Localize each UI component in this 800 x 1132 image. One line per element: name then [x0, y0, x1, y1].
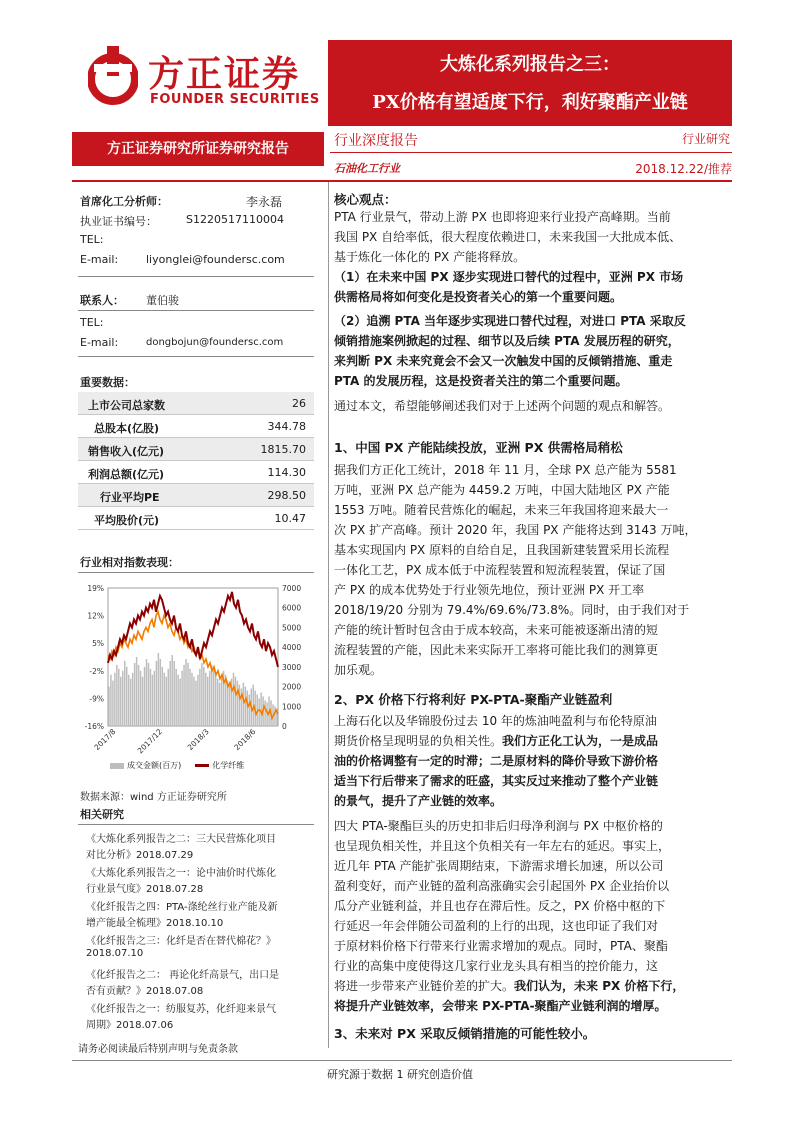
volume-bar: [199, 669, 200, 726]
kd-label: 总股本(亿股): [94, 422, 160, 435]
volume-bar: [122, 671, 123, 726]
text-line: 来判断 PX 未来究竟会不会又一次触发中国的反倾销措施、重走: [334, 354, 673, 368]
related-line[interactable]: 《大炼化系列报告之二：三大民营炼化项目: [86, 834, 276, 845]
volume-bar: [213, 669, 214, 726]
text-line: PTA 的发展历程，这是投资者关注的第二个重要问题。: [334, 374, 628, 388]
logo-en-text: FOUNDER SECURITIES: [150, 92, 320, 107]
table-row: [78, 392, 314, 415]
volume-bar: [209, 671, 210, 726]
volume-bar: [203, 667, 204, 726]
text-line-bold: 将提升产业链效率，会带来 PX-PTA-聚酯产业链利润的增厚。: [334, 999, 667, 1013]
text-line: 据我们方正化工统计，2018 年 11 月，全球 PX 总产能为 5581: [334, 463, 677, 477]
table-row: [78, 484, 314, 507]
industry-index-chart: [72, 576, 312, 776]
y-left-tick-label: 5%: [92, 639, 104, 649]
analyst-tel-label: TEL:: [80, 233, 104, 246]
related-line[interactable]: 周期》2018.07.06: [86, 1020, 174, 1031]
column-divider: [328, 182, 329, 1048]
analyst-email[interactable]: liyonglei@foundersc.com: [146, 253, 285, 266]
core-title: 核心观点：: [334, 192, 397, 207]
related-line[interactable]: 《化纤报告之四：PTA-涤纶丝行业产能及新: [86, 902, 278, 913]
y-left-tick-label: -9%: [89, 694, 104, 704]
kd-label: 行业平均PE: [100, 491, 160, 504]
report-title-line1: 大炼化系列报告之三：: [440, 54, 620, 75]
volume-bar: [136, 657, 137, 726]
page-footer: 研究源于数据 1 研究创造价值: [327, 1068, 473, 1081]
text-line-bold: 的景气，提升了产业链的效率。: [334, 794, 503, 808]
report-title-line2: PX价格有望适度下行，利好聚酯产业链: [372, 92, 688, 113]
kd-value: 344.78: [267, 420, 306, 433]
section-divider: [78, 276, 314, 277]
volume-bar: [120, 677, 121, 726]
text-line: 行延迟一年会伴随公司盈利的上行的出现，这也印证了我们对: [334, 919, 659, 933]
volume-bar: [148, 663, 149, 726]
volume-bar: [185, 659, 186, 726]
volume-bar: [219, 683, 220, 726]
volume-bar: [211, 665, 212, 726]
volume-bar: [130, 679, 131, 726]
section-divider: [78, 572, 314, 573]
volume-bar: [260, 692, 261, 726]
text-line: 也呈现负相关性，并且这个负相关有一年左右的延迟。事实上，: [334, 839, 671, 853]
legend-line-swatch: [195, 764, 209, 767]
table-row: [78, 415, 314, 438]
volume-bar: [237, 681, 238, 726]
text-line: 我国 PX 自给率低，很大程度依赖进口，未来我国一大批成本低、: [334, 230, 682, 244]
key-data-table: [78, 392, 314, 530]
related-line[interactable]: 增产能最全梳理》2018.10.10: [86, 918, 224, 929]
volume-bar: [233, 673, 234, 726]
legend-bar-swatch: [110, 763, 124, 769]
section-divider: [78, 356, 314, 357]
text-line: 盈利变好，而产业链的盈利高涨确实会引起国外 PX 企业抬价以: [334, 879, 670, 893]
volume-bar: [158, 653, 159, 726]
text-line: 四大 PTA-聚酯巨头的历史扣非后归母净利润与 PX 中枢价格的: [334, 819, 663, 833]
volume-bar: [243, 683, 244, 726]
text-line: 行业的高集中度使得这几家行业龙头具有相当的控价能力，这: [334, 959, 659, 973]
volume-bar: [140, 671, 141, 726]
volume-bar: [108, 687, 109, 726]
volume-bar: [128, 675, 129, 726]
table-row: [78, 507, 314, 530]
disclaimer: 请务必阅读最后特别声明与免责条款: [78, 1044, 238, 1055]
chart-title: 行业相对指数表现：: [80, 556, 179, 569]
section-1-body: [334, 460, 736, 680]
volume-bar: [217, 679, 218, 726]
text-line: 次 PX 扩产高峰。预计 2020 年，我国 PX 产能将达到 3143 万吨，: [334, 523, 697, 537]
contact-email[interactable]: dongbojun@foundersc.com: [146, 337, 284, 348]
related-line[interactable]: 《化纤报告之二： 再论化纤高景气，出口是: [86, 970, 280, 981]
volume-bar: [156, 661, 157, 726]
related-line[interactable]: 《化纤报告之一：纺服复苏，化纤迎来景气: [86, 1004, 276, 1015]
paragraph-4: 通过本文，希望能够阐述我们对于上述两个问题的观点和解答。: [334, 399, 671, 413]
volume-bar: [114, 673, 115, 726]
report-type: 行业深度报告: [334, 133, 418, 149]
header-red-rule: [72, 180, 732, 182]
analyst-label: 首席化工分析师：: [80, 195, 168, 208]
volume-bar: [207, 677, 208, 726]
contact-label: 联系人：: [80, 294, 124, 307]
y-left-tick-label: -16%: [84, 722, 104, 731]
volume-bar: [169, 661, 170, 726]
volume-bar: [124, 661, 125, 726]
volume-bar: [134, 663, 135, 726]
text-line: 上海石化以及华锦股份过去 10 年的炼油吨盈利与布伦特原油: [334, 714, 657, 728]
text-line: 于原材料价格下行带来行业需求增加的观点。同时，PTA、聚酯: [334, 939, 668, 953]
text-line-bold: 适当下行后带来了需求的旺盛，其实反过来推动了整个产业链: [334, 774, 659, 788]
text-line: 加乐观。: [334, 663, 383, 677]
text-line: 供需格局将如何变化是投资者关心的第一个重要问题。: [334, 290, 623, 304]
y-left-tick-label: 12%: [87, 611, 104, 621]
volume-bar: [258, 698, 259, 726]
y-right-tick-label: 5000: [282, 623, 302, 633]
founder-logo: [88, 40, 318, 120]
volume-bar: [132, 673, 133, 726]
related-line[interactable]: 2018.07.10: [86, 948, 144, 959]
volume-bar: [112, 681, 113, 726]
text-line: 将进一步带来产业链价差的扩大。: [334, 979, 515, 993]
y-left-tick-label: -2%: [89, 666, 104, 676]
x-tick-label: 2017/8: [92, 727, 118, 753]
chart-legend: [110, 760, 244, 771]
text-line: 近几年 PTA 产能扩张周期结束，下游需求增长加速，所以公司: [334, 859, 664, 873]
y-right-tick-label: 7000: [282, 584, 302, 593]
related-line[interactable]: 对比分析》2018.07.29: [86, 850, 194, 861]
industry-label: 石油化工行业: [334, 162, 400, 175]
volume-bar: [264, 700, 265, 726]
legend-line-label: 化学纤维: [212, 761, 245, 770]
section-1-title: 1、中国 PX 产能陆续投放，亚洲 PX 供需格局稍松: [334, 440, 623, 455]
text-line: （1）在未来中国 PX 逐步实现进口替代的过程中，亚洲 PX 市场: [334, 270, 684, 284]
volume-bar: [187, 663, 188, 726]
contact-email-label: E-mail:: [80, 336, 119, 349]
volume-bar: [249, 694, 250, 726]
text-line: 流程装置的产能，因此未来实际开工率将可能比我们的测算更: [334, 643, 659, 657]
date-rating: 2018.12.22/推荐: [635, 162, 732, 176]
text-line: （2）追溯 PTA 当年逐步实现进口替代过程，对进口 PTA 采取反: [334, 314, 686, 328]
kd-value: 1815.70: [260, 443, 306, 456]
volume-bar: [181, 671, 182, 726]
volume-bar: [168, 669, 169, 726]
volume-bar: [183, 665, 184, 726]
section-3-title: 3、未来对 PX 采取反倾销措施的可能性较小。: [334, 1026, 596, 1041]
legend-bar-label: 成交金额(百万): [127, 761, 182, 770]
volume-bar: [245, 687, 246, 726]
analyst-name: 李永磊: [246, 195, 283, 209]
related-line[interactable]: 《化纤报告之三：化纤是否在替代棉花？》: [86, 936, 276, 947]
text-line: 倾销措施案例掀起的过程、细节以及后续 PTA 发展历程的研究，: [334, 334, 680, 348]
volume-bar: [160, 659, 161, 726]
volume-bar: [173, 661, 174, 726]
fiber-index-line: [108, 592, 278, 667]
report-category: 行业研究: [681, 132, 730, 146]
volume-bar: [162, 667, 163, 726]
text-line-bold: 我们方正化工认为，一是成品: [502, 734, 659, 748]
volume-bar: [175, 669, 176, 726]
cert-number: S1220517110004: [186, 213, 284, 226]
volume-bar: [189, 669, 190, 726]
text-line: 万吨，亚洲 PX 总产能为 4459.2 万吨，中国大陆地区 PX 产能: [334, 483, 670, 497]
kd-value: 26: [292, 397, 306, 410]
volume-bar: [179, 679, 180, 726]
volume-bar: [225, 675, 226, 726]
cert-label: 执业证书编号：: [80, 215, 157, 228]
related-line[interactable]: 否有贡献？》2018.07.08: [86, 986, 204, 997]
volume-bar: [197, 675, 198, 726]
section-2-title: 2、PX 价格下行将利好 PX-PTA-聚酯产业链盈利: [334, 692, 613, 707]
kd-value: 10.47: [274, 512, 306, 525]
y-right-tick-label: 6000: [282, 603, 302, 613]
y-right-tick-label: 3000: [282, 662, 302, 672]
contact-tel-label: TEL:: [80, 316, 104, 329]
kd-value: 114.30: [267, 466, 306, 479]
title-box: [328, 40, 732, 126]
text-line: 产能的统计暂时包含由于成本较高，未来可能被逐渐出清的短: [334, 623, 659, 637]
kd-label: 平均股价(元): [94, 514, 160, 527]
section-2-body-b: [334, 816, 736, 1016]
volume-bar: [152, 675, 153, 726]
table-row: [78, 438, 314, 461]
kd-label: 销售收入(亿元): [88, 445, 165, 458]
text-line: 一体化工艺，PX 成本低于中流程装置和短流程装置，保证了国: [334, 563, 666, 577]
text-line: 产 PX 的成本优势处于行业领先地位，预计亚洲 PX 开工率: [334, 583, 645, 597]
volume-bar: [191, 673, 192, 726]
y-right-tick-label: 1000: [282, 702, 302, 712]
paragraph-3: [334, 311, 736, 391]
text-line: 基于炼化一体化的 PX 产能将释放。: [334, 250, 526, 264]
volume-bar: [274, 706, 275, 726]
footer-divider: [72, 1060, 732, 1061]
institute-banner: 方正证券研究所证券研究报告: [72, 132, 324, 166]
volume-bar: [195, 681, 196, 726]
contact-name: 董伯骏: [146, 294, 179, 307]
volume-bar: [177, 675, 178, 726]
volume-bar: [221, 677, 222, 726]
kd-value: 298.50: [267, 489, 306, 502]
volume-bar: [229, 685, 230, 726]
paragraph-2: [334, 267, 736, 307]
text-line: 2018/19/20 分别为 79.4%/69.6%/73.8%。同时，由于我们对于: [334, 603, 690, 617]
text-line: PTA 行业景气，带动上游 PX 也即将迎来行业投产高峰期。当前: [334, 210, 671, 224]
header-divider: [330, 152, 732, 153]
text-line: 瓜分产业链利益，并且也存在滞后性。反之，PX 价格中枢的下: [334, 899, 666, 913]
table-row: [78, 461, 314, 484]
volume-bar: [142, 677, 143, 726]
paragraph-1: [334, 207, 736, 267]
volume-bar: [110, 675, 111, 726]
analyst-email-label: E-mail:: [80, 253, 119, 266]
related-line[interactable]: 《大炼化系列报告之一：论中油价时代炼化: [86, 868, 276, 879]
x-tick-label: 2017/12: [135, 727, 165, 756]
text-line: 基本实现国内 PX 原料的自给自足，且我国新建装置采用长流程: [334, 543, 670, 557]
key-data-title: 重要数据：: [80, 376, 135, 389]
volume-bar: [193, 677, 194, 726]
section-divider: [78, 310, 314, 311]
plot-frame: [108, 588, 278, 726]
volume-bar: [144, 667, 145, 726]
kd-label: 利润总额(亿元): [88, 468, 165, 481]
related-title: 相关研究: [80, 808, 124, 821]
y-right-tick-label: 4000: [282, 643, 302, 653]
section-divider: [78, 824, 314, 825]
y-left-tick-label: 19%: [87, 584, 104, 593]
kd-label: 上市公司总家数: [88, 399, 165, 412]
text-line-bold: 我们认为，未来 PX 价格下行，: [514, 979, 685, 993]
volume-bar: [154, 671, 155, 726]
volume-bar: [116, 665, 117, 726]
volume-bar: [166, 677, 167, 726]
volume-bar: [164, 673, 165, 726]
volume-bar: [201, 663, 202, 726]
text-line: 1553 万吨。随着民营炼化的崛起，未来三年我国将迎来最大一: [334, 503, 669, 517]
volume-bar: [118, 669, 119, 726]
volume-bar: [215, 675, 216, 726]
chart-source: 数据来源：wind 方正证券研究所: [80, 792, 227, 803]
volume-bar: [235, 677, 236, 726]
volume-bar: [126, 667, 127, 726]
y-right-tick-label: 0: [282, 722, 287, 731]
volume-bar: [138, 665, 139, 726]
volume-bar: [205, 673, 206, 726]
volume-bar: [150, 669, 151, 726]
logo-cn-text: 方正证券: [148, 54, 301, 95]
related-line[interactable]: 行业景气度》2018.07.28: [86, 884, 204, 895]
x-tick-label: 2018/3: [185, 727, 211, 753]
volume-bar: [146, 659, 147, 726]
volume-bar: [171, 655, 172, 726]
x-tick-label: 2018/6: [232, 727, 258, 753]
founder-logo-icon: [88, 46, 138, 108]
text-line: 期货价格呈现明显的负相关性。: [334, 734, 503, 748]
y-right-tick-label: 2000: [282, 682, 302, 692]
text-line-bold: 油的价格调整有一定的时滞；二是原材料的降价导致下游价格: [334, 754, 659, 768]
section-2-body-a: [334, 711, 736, 811]
